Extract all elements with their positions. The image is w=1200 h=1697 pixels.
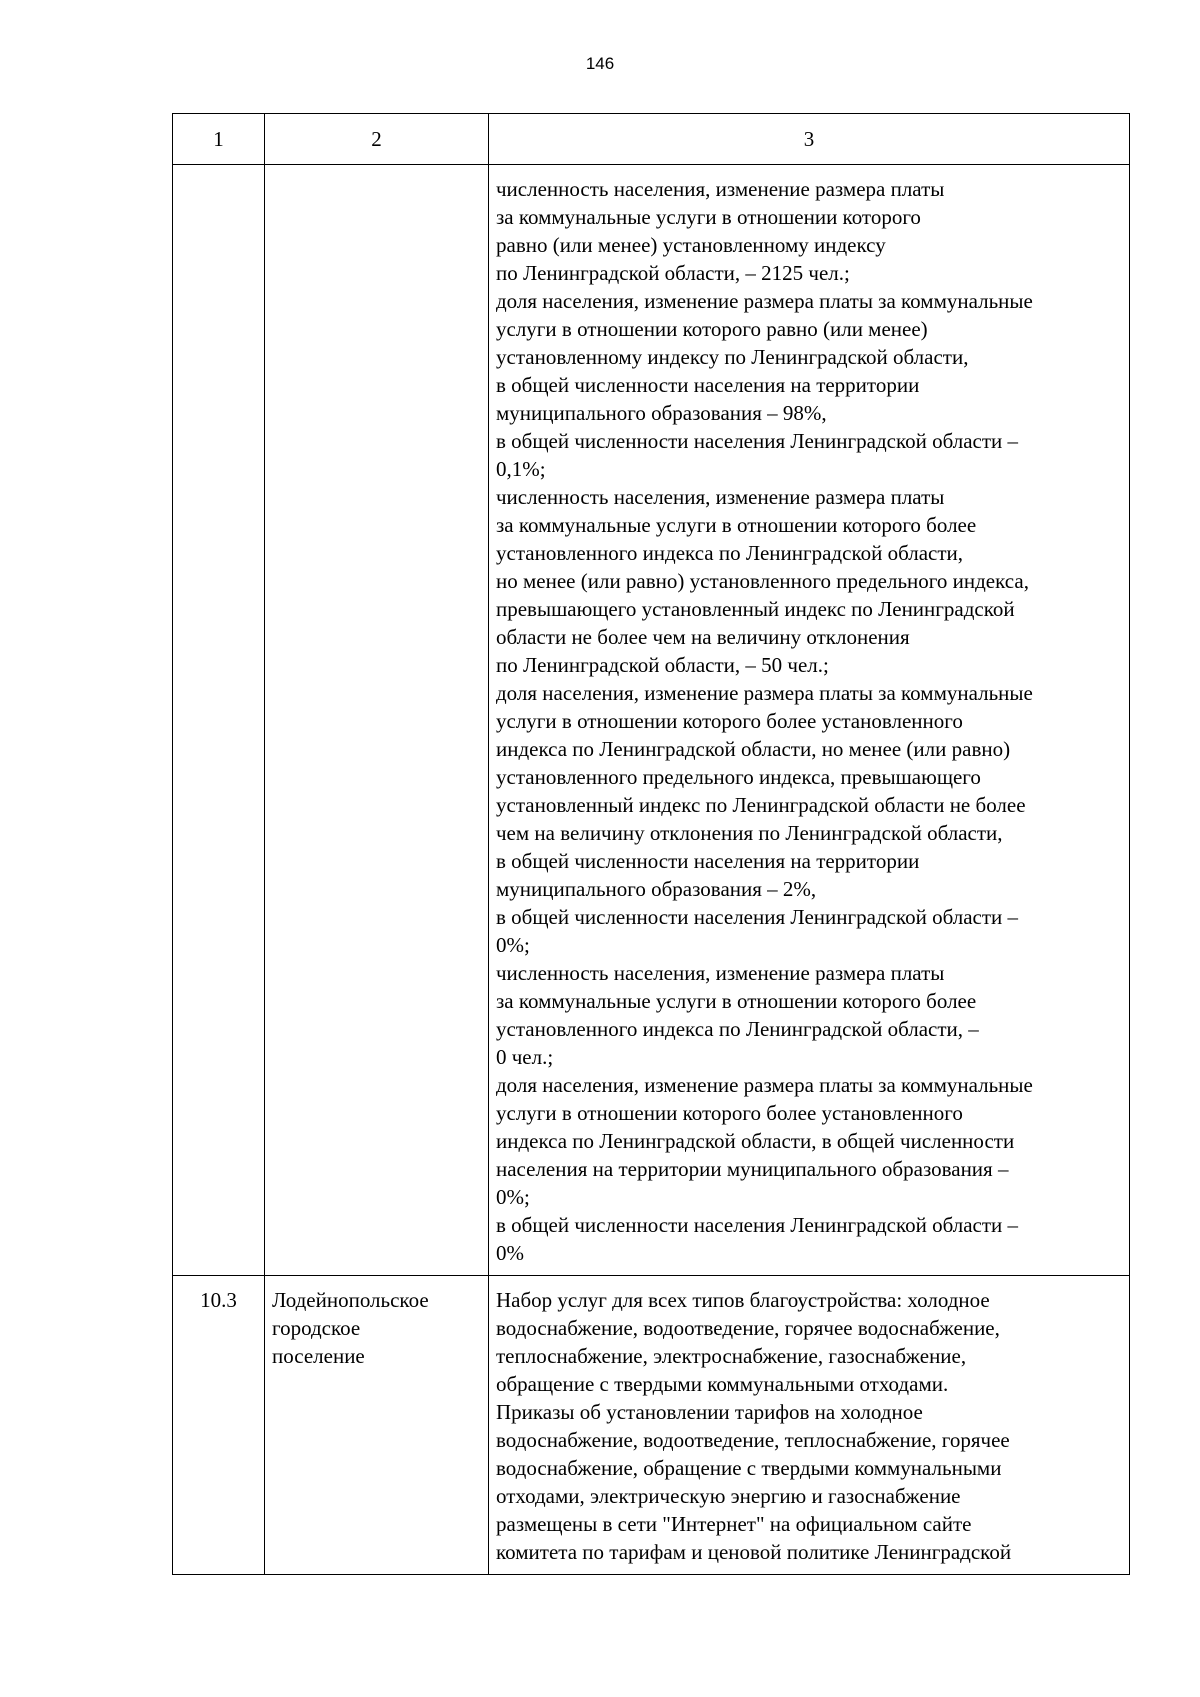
data-table bbox=[172, 113, 1130, 1575]
text-line: доля населения, изменение размера платы за коммунальные bbox=[496, 289, 1033, 313]
text-line: 0 чел.; bbox=[496, 1045, 554, 1069]
text-line: по Ленинградской области, – 2125 чел.; bbox=[496, 261, 850, 285]
text-line: установленного индекса по Ленинградской области, – bbox=[496, 1017, 979, 1041]
row-number-cell: 10.3 bbox=[173, 1276, 265, 1575]
text-line: отходами, электрическую энергию и газоснабжение bbox=[496, 1484, 961, 1508]
text-line: Приказы об установлении тарифов на холодное bbox=[496, 1400, 923, 1424]
text-line: водоснабжение, водоотведение, теплоснабжение, горячее bbox=[496, 1428, 1010, 1452]
text-line: в общей численности населения Ленинградской области – bbox=[496, 429, 1019, 453]
text-line: 0,1%; bbox=[496, 457, 546, 481]
text-line: услуги в отношении которого равно (или менее) bbox=[496, 317, 928, 341]
text-line: чем на величину отклонения по Ленинградской области, bbox=[496, 821, 1003, 845]
row-number-cell bbox=[173, 165, 265, 1276]
page-number: 146 bbox=[585, 54, 615, 73]
text-line: установленный индекс по Ленинградской области не более bbox=[496, 793, 1026, 817]
text-line: Набор услуг для всех типов благоустройства: холодное bbox=[496, 1288, 990, 1312]
text-line: комитета по тарифам и ценовой политике Ленинградской bbox=[496, 1540, 1012, 1564]
text-line: муниципального образования – 98%, bbox=[496, 401, 827, 425]
text-line: услуги в отношении которого более установленного bbox=[496, 1101, 963, 1125]
text-line: превышающего установленный индекс по Ленинградской bbox=[496, 597, 1015, 621]
text-line: индекса по Ленинградской области, но менее (или равно) bbox=[496, 737, 1011, 761]
text-line: равно (или менее) установленному индексу bbox=[496, 233, 886, 257]
text-line: численность населения, изменение размера платы bbox=[496, 485, 945, 509]
text-line: 0%; bbox=[496, 933, 530, 957]
text-line: численность населения, изменение размера платы bbox=[496, 177, 945, 201]
text-line: доля населения, изменение размера платы за коммунальные bbox=[496, 681, 1033, 705]
text-line: городское bbox=[272, 1316, 361, 1340]
text-line: в общей численности населения Ленинградской области – bbox=[496, 1213, 1019, 1237]
text-line: услуги в отношении которого более установленного bbox=[496, 709, 963, 733]
text-line: водоснабжение, водоотведение, горячее водоснабжение, bbox=[496, 1316, 1000, 1340]
table-row bbox=[173, 165, 1130, 1276]
municipality-cell bbox=[265, 1276, 489, 1575]
text-line: водоснабжение, обращение с твердыми коммунальными bbox=[496, 1456, 1002, 1480]
text-line: по Ленинградской области, – 50 чел.; bbox=[496, 653, 829, 677]
text-line: муниципального образования – 2%, bbox=[496, 877, 817, 901]
text-line: индекса по Ленинградской области, в общей численности bbox=[496, 1129, 1015, 1153]
text-line: теплоснабжение, электроснабжение, газоснабжение, bbox=[496, 1344, 967, 1368]
text-line: Лодейнопольское bbox=[272, 1288, 429, 1312]
text-line: 0%; bbox=[496, 1185, 530, 1209]
text-line: поселение bbox=[272, 1344, 365, 1368]
text-line: в общей численности населения на территории bbox=[496, 849, 920, 873]
table-row bbox=[173, 1276, 1130, 1575]
text-line: за коммунальные услуги в отношении которого более bbox=[496, 989, 977, 1013]
text-line: доля населения, изменение размера платы за коммунальные bbox=[496, 1073, 1033, 1097]
text-line: 0% bbox=[496, 1241, 524, 1265]
text-line: размещены в сети "Интернет" на официальном сайте bbox=[496, 1512, 972, 1536]
municipality-cell bbox=[265, 165, 489, 1276]
text-line: установленного предельного индекса, превышающего bbox=[496, 765, 981, 789]
text-line: но менее (или равно) установленного предельного индекса, bbox=[496, 569, 1029, 593]
table-header-row bbox=[173, 114, 1130, 165]
text-line: населения на территории муниципального образования – bbox=[496, 1157, 1009, 1181]
text-line: численность населения, изменение размера платы bbox=[496, 961, 945, 985]
text-line: обращение с твердыми коммунальными отходами. bbox=[496, 1372, 949, 1396]
text-line: установленному индексу по Ленинградской области, bbox=[496, 345, 969, 369]
text-line: за коммунальные услуги в отношении которого более bbox=[496, 513, 977, 537]
description-cell bbox=[489, 1276, 1130, 1575]
column-header-3: 3 bbox=[489, 114, 1130, 165]
column-header-1: 1 bbox=[173, 114, 265, 165]
description-cell bbox=[489, 165, 1130, 1276]
text-line: в общей численности населения на территории bbox=[496, 373, 920, 397]
column-header-2: 2 bbox=[265, 114, 489, 165]
text-line: области не более чем на величину отклонения bbox=[496, 625, 910, 649]
text-line: в общей численности населения Ленинградской области – bbox=[496, 905, 1019, 929]
text-line: за коммунальные услуги в отношении которого bbox=[496, 205, 921, 229]
text-line: установленного индекса по Ленинградской области, bbox=[496, 541, 964, 565]
